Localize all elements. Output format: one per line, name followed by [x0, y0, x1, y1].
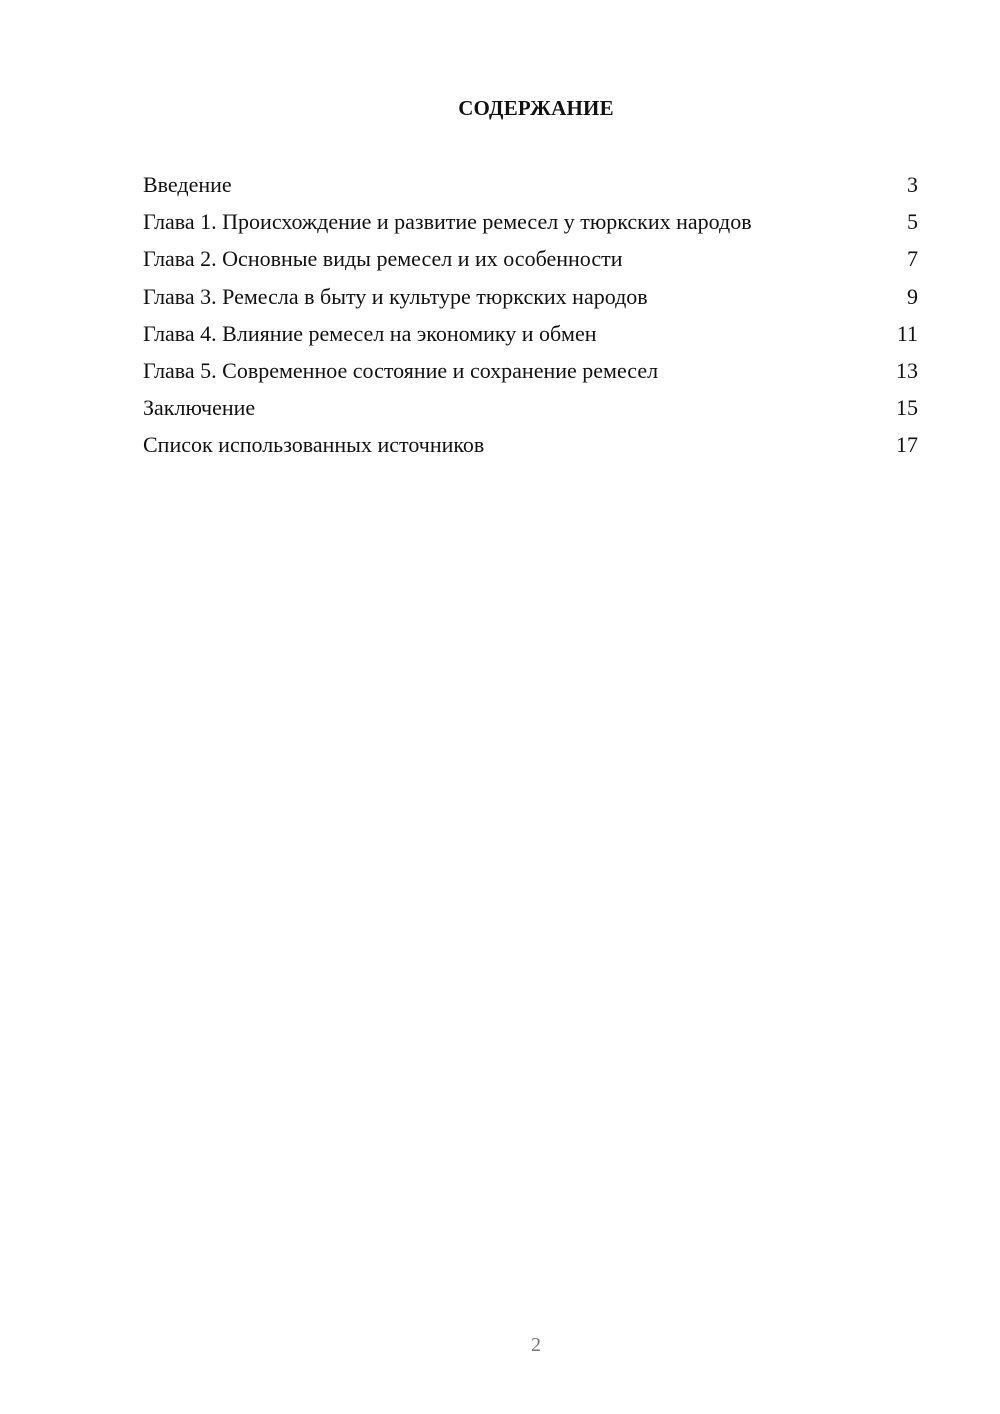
toc-entry-conclusion	[143, 395, 918, 432]
page-title: СОДЕРЖАНИЕ	[458, 96, 614, 120]
toc-entry-chapter-5	[143, 358, 918, 395]
toc-entry-page: 17	[896, 432, 918, 458]
toc-entry-label: Глава 3. Ремесла в быту и культуре тюркских народов	[143, 283, 648, 309]
toc-entry-chapter-3	[143, 284, 918, 321]
page-number: 2	[531, 1334, 541, 1356]
toc-entry-chapter-4	[143, 321, 918, 358]
toc-entry-chapter-1	[143, 209, 918, 246]
toc-entry-label: Глава 5. Современное состояние и сохранение ремесел	[143, 357, 659, 383]
toc-entry-label: Глава 1. Происхождение и развитие ремесел у тюркских народов	[143, 209, 752, 235]
toc-entry-references	[143, 432, 918, 469]
toc-entry-chapter-2	[143, 246, 918, 283]
toc-entry-label: Глава 2. Основные виды ремесел и их особенности	[143, 246, 623, 272]
toc-entry-label: Введение	[143, 172, 232, 197]
toc-entry-introduction	[143, 172, 918, 209]
toc-entry-page: 15	[896, 395, 918, 421]
table-of-contents	[143, 172, 918, 470]
toc-entry-page: 13	[896, 357, 918, 383]
toc-entry-page: 3	[907, 172, 918, 197]
toc-entry-page: 11	[896, 320, 918, 346]
toc-entry-label: Список использованных источников	[143, 432, 485, 458]
toc-entry-page: 5	[907, 209, 918, 235]
toc-entry-label: Заключение	[143, 395, 256, 421]
toc-entry-page: 9	[907, 283, 918, 309]
toc-entry-page: 7	[907, 246, 918, 272]
toc-entry-label: Глава 4. Влияние ремесел на экономику и обмен	[143, 320, 597, 346]
